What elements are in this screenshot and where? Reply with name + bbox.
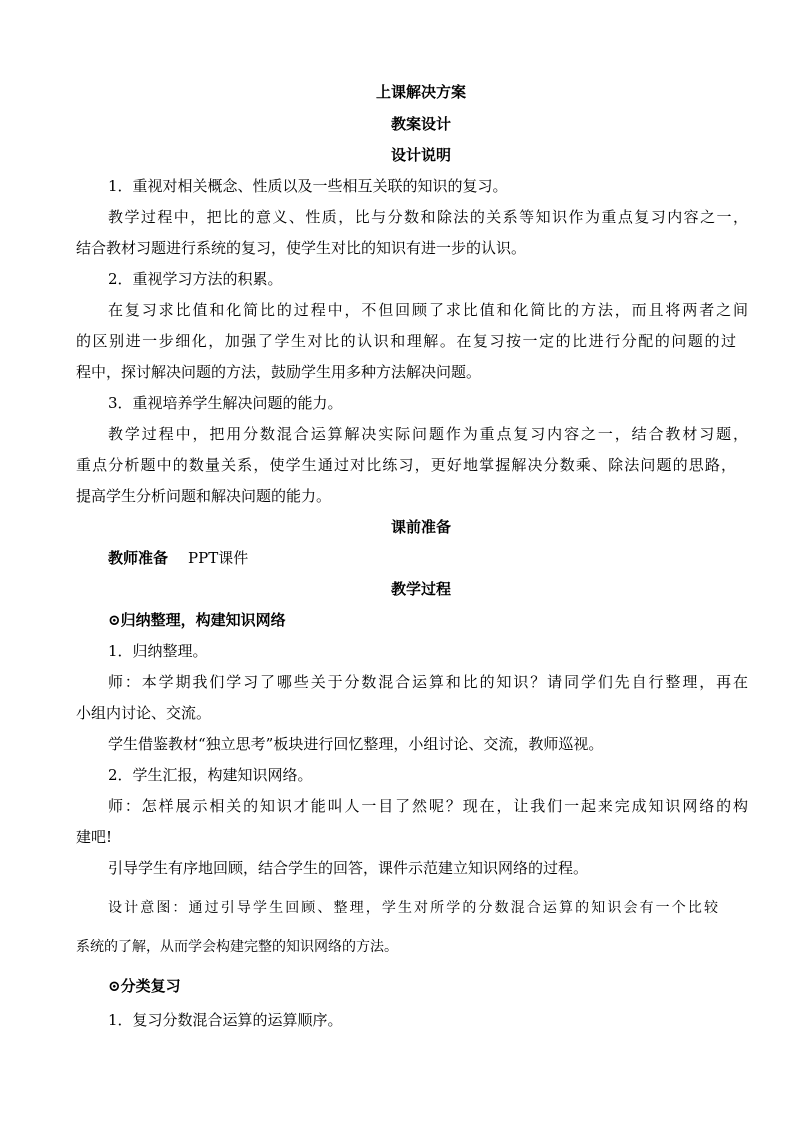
preparation-value: PPT课件	[188, 549, 249, 567]
step1-heading: 1．归纳整理。	[108, 642, 208, 660]
note1-paragraph-line: 教学过程中，把比的意义、性质，比与分数和除法的关系等知识作为重点复习内容之一，	[108, 208, 748, 226]
note3-heading: 3．重视培养学生解决问题的能力。	[108, 394, 343, 412]
section-heading-design-notes: 设计说明	[390, 146, 451, 164]
preparation-label: 教师准备	[108, 549, 169, 567]
preparation-line	[108, 548, 248, 568]
note3-paragraph-line: 教学过程中，把用分数混合运算解决实际问题作为重点复习内容之一，结合教材习题，	[108, 425, 748, 443]
design-intent-line: 设计意图：通过引导学生回顾、整理，学生对所学的分数混合运算的知识会有一个比较	[108, 900, 718, 916]
step2-heading: 2．学生汇报，构建知识网络。	[108, 766, 313, 784]
part2-heading: ⊙分类复习	[108, 977, 181, 995]
note2-heading: 2．重视学习方法的积累。	[108, 270, 283, 288]
note2-paragraph-line: 在复习求比值和化简比的过程中，不但回顾了求比值和化简比的方法，而且将两者之间	[108, 301, 748, 319]
section-heading-preparation: 课前准备	[390, 518, 451, 536]
note2-paragraph-line: 的区别进一步细化，加强了学生对比的认识和理解。在复习按一定的比进行分配的问题的过	[76, 332, 736, 350]
review1-heading: 1．复习分数混合运算的运算顺序。	[108, 1011, 343, 1029]
step2-guide-line: 引导学生有序地回顾，结合学生的回答，课件示范建立知识网络的过程。	[108, 859, 589, 877]
note2-paragraph-line: 程中，探讨解决问题的方法，鼓励学生用多种方法解决问题。	[76, 363, 482, 381]
step1-students-line: 学生借鉴教材“独立思考”板块进行回忆整理，小组讨论、交流，教师巡视。	[108, 735, 604, 753]
note3-paragraph-line: 提高学生分析问题和解决问题的能力。	[76, 487, 332, 505]
document-subtitle: 教案设计	[390, 115, 451, 133]
step2-teacher-line: 师：怎样展示相关的知识才能叫人一目了然呢？现在，让我们一起来完成知识网络的构	[108, 797, 748, 815]
note3-paragraph-line: 重点分析题中的数量关系，使学生通过对比练习，更好地掌握解决分数乘、除法问题的思路，	[76, 456, 736, 474]
note1-heading: 1．重视对相关概念、性质以及一些相互关联的知识的复习。	[108, 177, 508, 195]
note1-paragraph-line: 结合教材习题进行系统的复习，使学生对比的知识有进一步的认识。	[76, 239, 527, 257]
step1-teacher-line: 小组内讨论、交流。	[76, 704, 212, 722]
section-heading-process: 教学过程	[390, 580, 451, 598]
document-title: 上课解决方案	[375, 83, 466, 101]
step1-teacher-line: 师：本学期我们学习了哪些关于分数混合运算和比的知识？请同学们先自行整理，再在	[108, 673, 748, 691]
design-intent-line: 系统的了解，从而学会构建完整的知识网络的方法。	[76, 939, 398, 955]
part1-heading: ⊙归纳整理，构建知识网络	[108, 611, 286, 629]
step2-teacher-line: 建吧!	[76, 828, 113, 846]
